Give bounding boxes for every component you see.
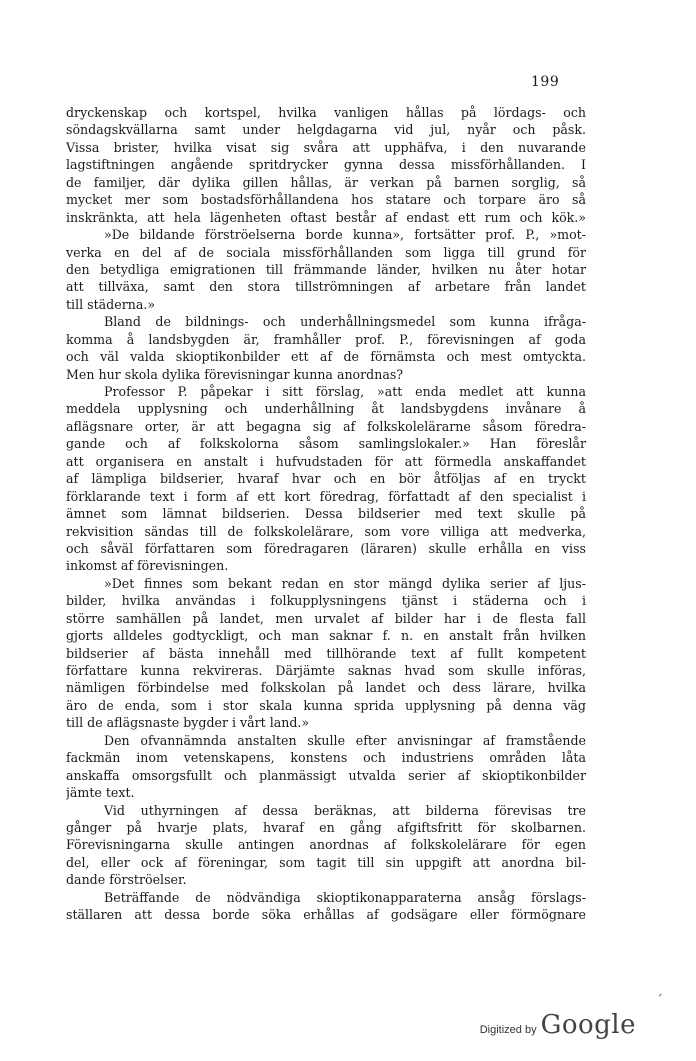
paragraph-end-line: Men hur skola dylika förevisningar kunna anordnas? <box>66 366 404 382</box>
paragraph-start-line: Bland de bildnings- och underhållningsmedel som kunna ifråga- <box>104 314 586 330</box>
text-line: lagstiftningen angående spritdrycker gynna dessa missförhållanden. I <box>66 157 586 173</box>
paragraph-end-line: till de aflägsnaste bygder i vårt land.» <box>66 715 310 731</box>
text-line: och såväl författaren som föredragaren (läraren) skulle erhålla en viss <box>66 540 586 556</box>
text-line: ämnet som lämnat bildserien. Dessa bildserier med text skulle på <box>66 506 586 522</box>
text-line: förklarande text i form af ett kort föredrag, författadt af den specialist i <box>66 488 586 504</box>
paragraph-end-line: inkomst af förevisningen. <box>66 558 229 574</box>
paragraph-start-line: »De bildande förströelserna borde kunna», fortsätter prof. P., »mot- <box>104 227 586 243</box>
google-logo: Google <box>540 1010 636 1040</box>
text-line: nämligen förbindelse med folkskolan på landet och dess lärare, hvilka <box>66 680 586 696</box>
text-line: att organisera en anstalt i hufvudstaden för att förmedla anskaffandet <box>66 453 586 469</box>
text-line: del, eller ock af föreningar, som tagit till sin uppgift att anordna bil- <box>66 854 586 870</box>
text-line: inskränkta, att hela lägenheten oftast består af endast ett rum och kök.» <box>66 209 586 225</box>
text-line: dryckenskap och kortspel, hvilka vanligen hållas på lördags- och <box>66 105 586 120</box>
text-line: bildserier af bästa innehåll med tillhörande text af fullt kompetent <box>66 645 586 661</box>
paragraph-start-line: Vid uthyrningen af dessa beräknas, att bilderna förevisas tre <box>104 802 586 818</box>
text-line: och väl valda skioptikonbilder ett af de förnämsta och mest omtyckta. <box>66 349 586 365</box>
text-line: större samhällen på landet, men urvalet af bilder har i de flesta fall <box>66 610 586 626</box>
body-text <box>66 104 586 924</box>
digitized-by-label: Digitized by <box>479 1024 537 1036</box>
text-line: fackmän inom vetenskapens, konstens och industriens områden låta <box>66 750 586 766</box>
paragraph-start-line: »Det finnes som bekant redan en stor mängd dylika serier af ljus- <box>104 575 586 591</box>
text-line: att tillväxa, samt den stora tillströmningen af arbetare från landet <box>66 279 586 295</box>
digitized-by-watermark <box>480 1010 636 1040</box>
text-line: gånger på hvarje plats, hvaraf en gång afgiftsfritt för skolbarnen. <box>66 819 586 835</box>
text-line: författare kunna rekvireras. Därjämte saknas hvad som skulle införas, <box>66 663 586 678</box>
text-line: komma å landsbygden är, framhåller prof. P., förevisningen af goda <box>66 331 586 347</box>
text-line: af lämpliga bildserier, hvaraf hvar och en bör åtföljas af en tryckt <box>66 471 586 487</box>
paragraph-end-line: till städerna.» <box>66 296 156 312</box>
paragraph-end-line: jämte text. <box>66 785 135 801</box>
paragraph-start-line: Den ofvannämnda anstalten skulle efter anvisningar af framstående <box>104 732 586 748</box>
text-line: aflägsnare orter, är att begagna sig af folkskolelärarne såsom föredra- <box>66 418 586 434</box>
text-line: bilder, hvilka användas i folkupplysningens tjänst i städerna och i <box>66 593 586 609</box>
text-line: äro de enda, som i stor skala kunna sprida upplysning på denna väg <box>66 697 586 713</box>
text-line: mycket mer som bostadsförhållandena hos statare och torpare äro så <box>66 192 586 208</box>
text-line: söndagskvällarna samt under helgdagarna vid jul, nyår och påsk. <box>66 122 586 138</box>
text-line: verka en del af de sociala missförhållanden som ligga till grund för <box>66 244 586 260</box>
text-line: Förevisningarna skulle antingen anordnas af folkskolelärare för egen <box>66 837 586 853</box>
margin-mark: ˊ <box>656 993 663 1009</box>
text-line: meddela upplysning och underhållning åt landsbygdens invånare å <box>66 401 586 417</box>
text-line: anskaffa omsorgsfullt och planmässigt utvalda serier af skioptikonbilder <box>66 767 586 783</box>
page-number: 199 <box>531 74 560 90</box>
text-line: den betydliga emigrationen till främmande länder, hvilken nu åter hotar <box>66 261 586 277</box>
text-line: de familjer, där dylika gillen hållas, är verkan på barnen sorglig, så <box>66 174 586 190</box>
text-line: gjorts alldeles godtyckligt, och man saknar f. n. en anstalt från hvilken <box>66 628 586 644</box>
text-line: ställaren att dessa borde söka erhållas af godsägare eller förmögnare <box>66 907 586 923</box>
text-line: rekvisition sändas till de folkskolelärare, som vore villiga att medverka, <box>66 523 586 539</box>
paragraph-end-line: dande förströelser. <box>66 872 187 888</box>
paragraph-start-line: Beträffande de nödvändiga skioptikonapparaterna ansåg förslags- <box>104 889 586 905</box>
text-line: gande och af folkskolorna såsom samlingslokaler.» Han föreslår <box>66 436 586 452</box>
paragraph-start-line: Professor P. påpekar i sitt förslag, »att enda medlet att kunna <box>104 384 586 399</box>
text-line: Vissa brister, hvilka visat sig svåra att upphäfva, i den nuvarande <box>66 139 586 155</box>
